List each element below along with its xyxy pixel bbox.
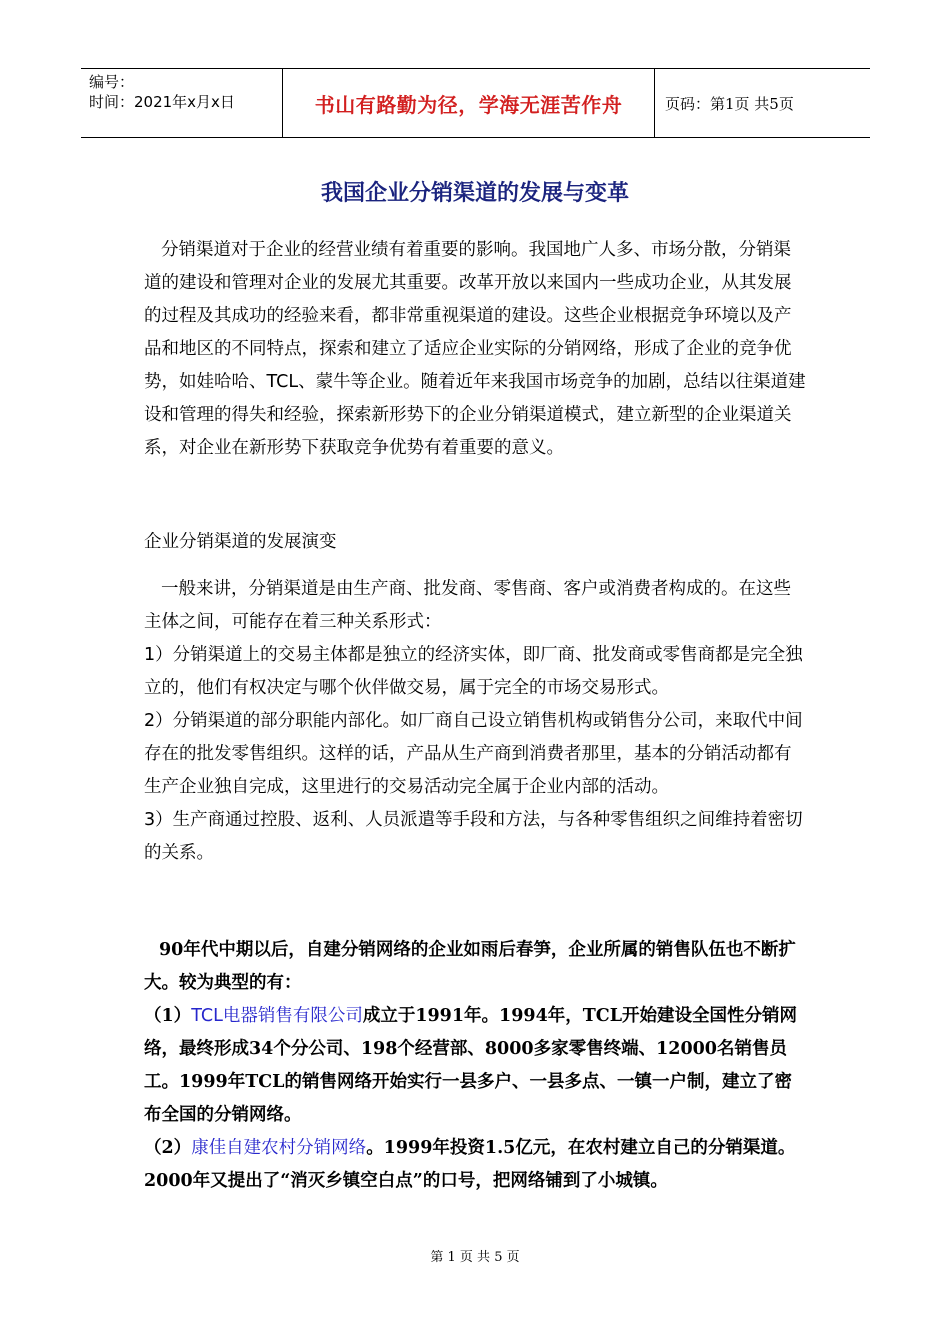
- list-item-2: 2）分销渠道的部分职能内部化。如厂商自己设立销售机构或销售分公司，来取代中间存在的批发零售组织。这样的话，产品从生产商到消费者那里，基本的分销活动都有生产企业独自完成，这里进行的交易活动完全属于企业内部的活动。: [144, 711, 803, 797]
- general-paragraph: 一般来讲，分销渠道是由生产商、批发商、零售商、客户或消费者构成的。在这些主体之间，可能存在着三种关系形式：: [144, 579, 791, 632]
- section-heading-block: [144, 526, 808, 559]
- example-tcl: [144, 1000, 808, 1132]
- time-label: 时间：2021年x月x日: [89, 93, 235, 111]
- tcl-link[interactable]: TCL电器销售有限公司: [191, 1006, 363, 1026]
- number-label: 编号：: [89, 73, 135, 91]
- document-title: 我国企业分销渠道的发展与变革: [320, 181, 629, 206]
- page-footer: 第 1 页 共 5 页: [430, 1250, 520, 1265]
- examples-block: [144, 934, 808, 1198]
- example-konka: [144, 1132, 808, 1198]
- relations-block: [144, 573, 808, 870]
- konka-text: 。1999年投资1.5亿元，在农村建立自己的分销渠道。2000年又提出了“消灭乡镇空白点”的口号，把网络铺到了小城镇。: [144, 1138, 796, 1191]
- list-item-1: 1）分销渠道上的交易主体都是独立的经济实体，即厂商、批发商或零售商都是完全独立的，他们有权决定与哪个伙伴做交易，属于完全的市场交易形式。: [144, 645, 803, 698]
- section-heading: 企业分销渠道的发展演变: [144, 532, 337, 552]
- header-meta: [81, 69, 282, 137]
- tcl-prefix: （1）: [144, 1006, 192, 1026]
- tcl-text: 成立于1991年。1994年，TCL开始建设全国性分销网络，最终形成34个分公司、198个经营部、8000多家零售终端、12000名销售员工。1999年TCL的销售网络开始实行一县多户、一县多点、一镇一户制，建立了密布全国的分销网络。: [144, 1006, 797, 1125]
- header-motto: 书山有路勤为径，学海无涯苦作舟: [282, 69, 655, 137]
- intro-block: [144, 234, 808, 465]
- header-page-info: 页码：第1页 共5页: [665, 94, 794, 113]
- intro-paragraph: 分销渠道对于企业的经营业绩有着重要的影响。我国地广人多、市场分散，分销渠道的建设和管理对企业的发展尤其重要。改革开放以来国内一些成功企业，从其发展的过程及其成功的经验来看，都非常重视渠道的建设。这些企业根据竞争环境以及产品和地区的不同特点，探索和建立了适应企业实际的分销网络，形成了企业的竞争优势，如娃哈哈、TCL、蒙牛等企业。随着近年来我国市场竞争的加剧，总结以往渠道建设和管理的得失和经验，探索新形势下的企业分销渠道模式，建立新型的企业渠道关系，对企业在新形势下获取竞争优势有着重要的意义。: [144, 240, 806, 458]
- header-table: [81, 68, 870, 138]
- list-item-3: 3）生产商通过控股、返利、人员派遣等手段和方法，与各种零售组织之间维持着密切的关系。: [144, 810, 803, 863]
- konka-link[interactable]: 康佳自建农村分销网络: [191, 1138, 367, 1158]
- nineties-paragraph: 90年代中期以后，自建分销网络的企业如雨后春笋，企业所属的销售队伍也不断扩大。较为典型的有：: [144, 940, 796, 993]
- konka-prefix: （2）: [144, 1138, 192, 1158]
